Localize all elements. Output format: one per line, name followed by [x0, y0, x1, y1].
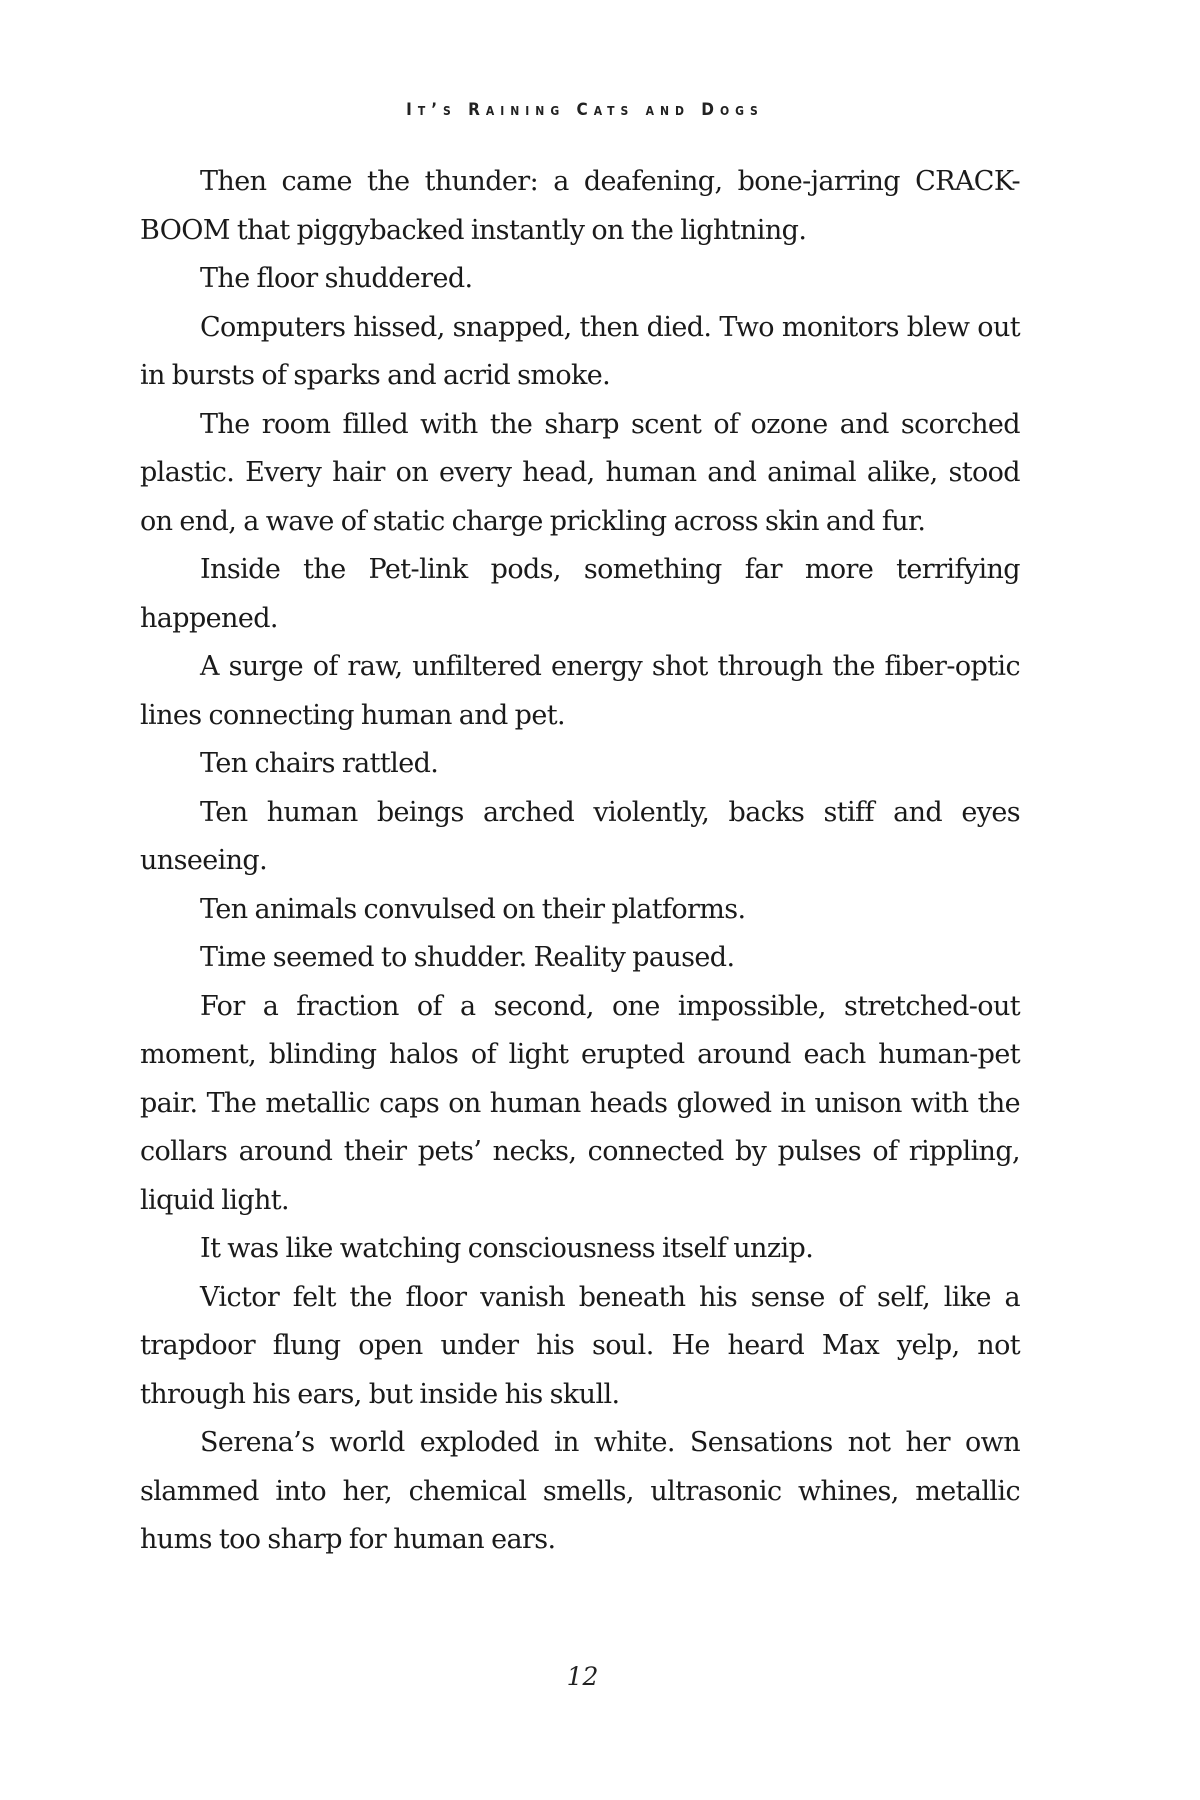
paragraph: A surge of raw, unfiltered energy shot through the fiber-optic lines connecting human and pet.	[140, 651, 1020, 731]
paragraph: Inside the Pet-link pods, something far more terrifying happened.	[140, 554, 1020, 634]
paragraph: It was like watching consciousness itself unzip.	[200, 1233, 814, 1264]
paragraph: Then came the thunder: a deafening, bone-jarring CRACK-BOOM that piggybacked instantly on the lightning.	[140, 166, 1020, 246]
paragraph: The floor shuddered.	[200, 263, 473, 294]
page-number: 12	[566, 1662, 599, 1691]
running-head: It’s Raining Cats and Dogs	[406, 100, 764, 120]
paragraph: For a fraction of a second, one impossible, stretched-out moment, blinding halos of light erupted around each human-pet pair. The metallic caps on human heads glowed in unison with the collars around their pets’ necks, connected by pulses of rippling, liquid light.	[140, 990, 1020, 1216]
paragraph: Time seemed to shudder. Reality paused.	[200, 942, 735, 973]
paragraph: Ten chairs rattled.	[200, 748, 439, 779]
paragraph: Ten human beings arched violently, backs stiff and eyes unseeing.	[140, 796, 1020, 876]
body-text	[140, 158, 1020, 1565]
paragraph: Victor felt the floor vanish beneath his sense of self, like a trapdoor flung open under his soul. He heard Max yelp, not through his ears, but inside his skull.	[140, 1281, 1020, 1410]
paragraph: Ten animals convulsed on their platforms.	[200, 893, 746, 925]
paragraph: Computers hissed, snapped, then died. Two monitors blew out in bursts of sparks and acrid smoke.	[140, 311, 1020, 391]
paragraph: Serena’s world exploded in white. Sensations not her own slammed into her, chemical smells, ultrasonic whines, metallic hums too sharp for human ears.	[140, 1427, 1020, 1555]
paragraph: The room filled with the sharp scent of ozone and scorched plastic. Every hair on every head, human and animal alike, stood on end, a wave of static charge prickling across skin and fur.	[140, 408, 1020, 537]
